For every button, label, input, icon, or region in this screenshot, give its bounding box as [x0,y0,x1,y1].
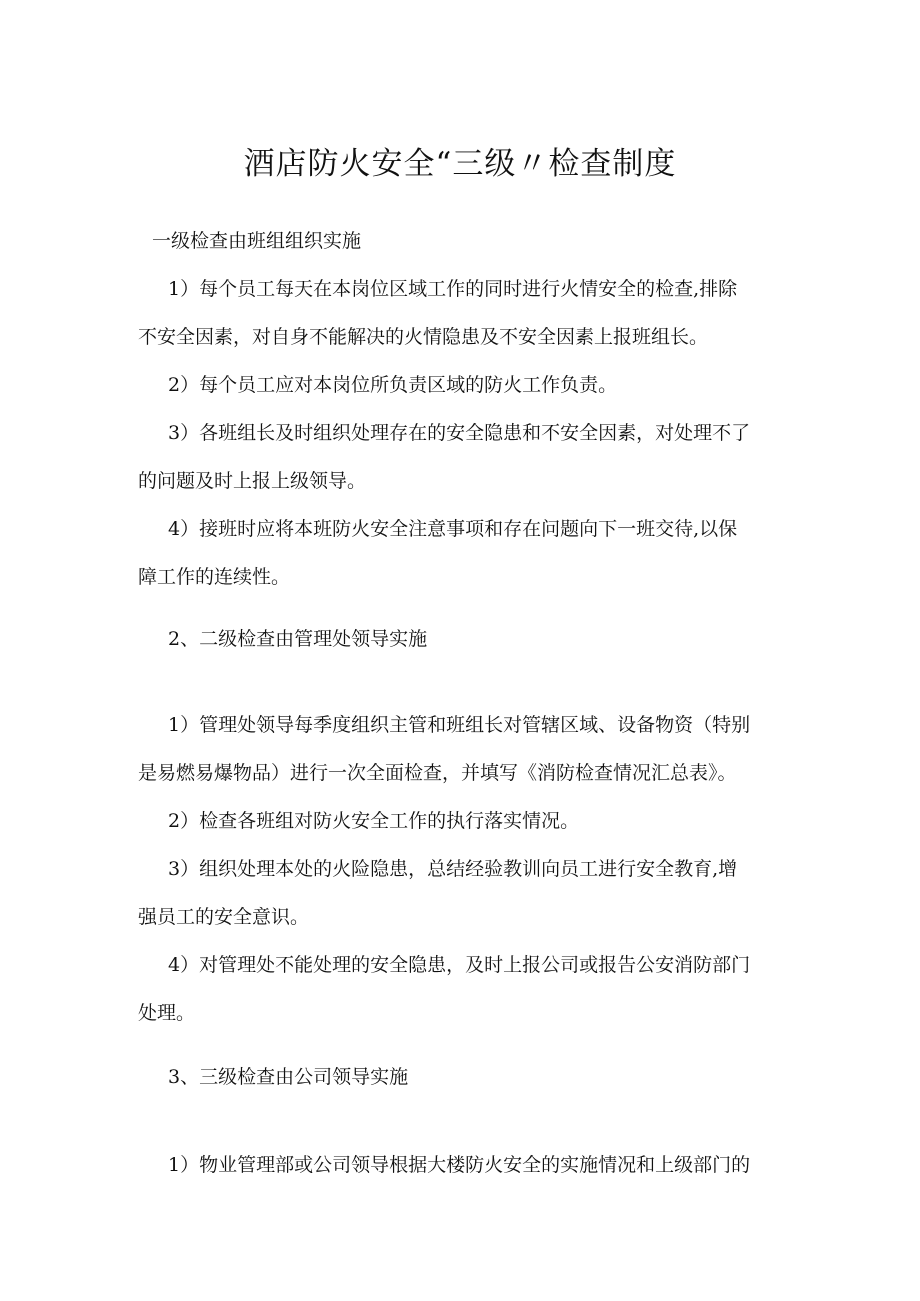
paragraph-line: 处理。 [138,1002,196,1024]
paragraph-line: 不安全因素，对自身不能解决的火情隐患及不安全因素上报班组长。 [138,326,709,348]
paragraph-line: 3）各班组长及时组织处理存在的安全隐患和不安全因素，对处理不了 [168,422,751,444]
paragraph-line: 3）组织处理本处的火险隐患，总结经验教训向员工进行安全教育,增 [168,858,738,880]
paragraph-line: 强员工的安全意识。 [138,906,310,928]
document-title: 酒店防火安全“三级〃检查制度 [243,146,677,182]
paragraph-line: 4）对管理处不能处理的安全隐患，及时上报公司或报告公安消防部门 [168,954,751,976]
section-heading-2: 2、二级检查由管理处领导实施 [168,628,428,650]
paragraph-line: 2）检查各班组对防火安全工作的执行落实情况。 [168,810,580,832]
paragraph-line: 障工作的连续性。 [138,566,291,588]
paragraph-line: 1）管理处领导每季度组织主管和班组长对管辖区域、设备物资（特别 [168,714,751,736]
paragraph-line: 是易燃易爆物品）进行一次全面检查，并填写《消防检查情况汇总表》。 [138,762,737,784]
section-heading-1: 一级检查由班组组织实施 [152,230,362,252]
paragraph-line: 4）接班时应将本班防火安全注意事项和存在问题向下一班交待,以保 [168,518,738,540]
paragraph-line: 的问题及时上报上级领导。 [138,470,367,492]
paragraph-line: 1）物业管理部或公司领导根据大楼防火安全的实施情况和上级部门的 [168,1154,751,1176]
paragraph-line: 2）每个员工应对本岗位所负责区域的防火工作负责。 [168,374,618,396]
paragraph-line: 1）每个员工每天在本岗位区域工作的同时进行火情安全的检查,排除 [168,278,738,300]
section-heading-3: 3、三级检查由公司领导实施 [168,1066,409,1088]
